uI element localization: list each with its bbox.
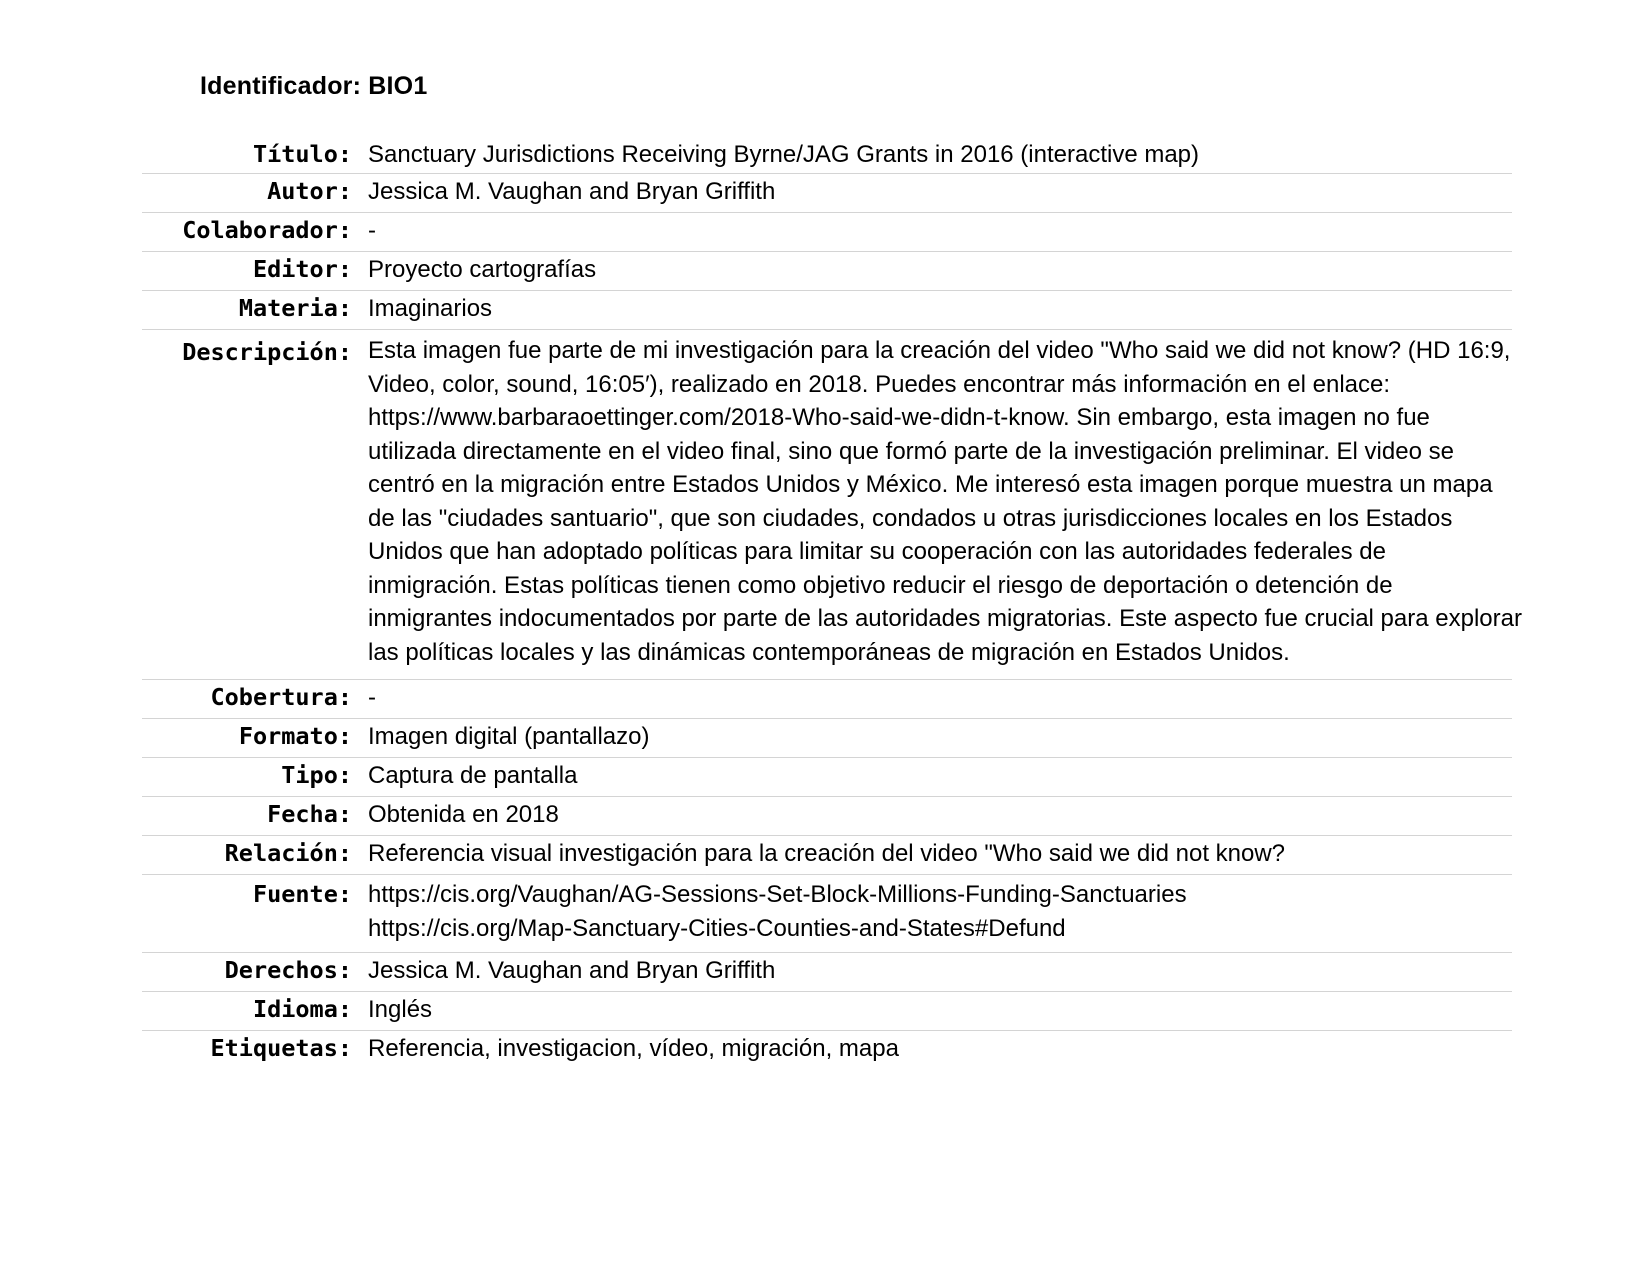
field-label-editor: Editor: (252, 255, 352, 283)
row-titulo (142, 138, 1512, 174)
field-label-cobertura: Cobertura: (210, 683, 352, 711)
row-etiquetas (142, 1031, 1512, 1070)
record-identifier: Identificador: BIO1 (200, 72, 428, 100)
field-label-relacion: Relación: (224, 839, 352, 867)
row-idioma (142, 992, 1512, 1031)
field-label-idioma: Idioma: (252, 995, 352, 1023)
source-link-1: https://cis.org/Vaughan/AG-Sessions-Set-Block-Millions-Funding-Sanctuaries (368, 881, 1187, 908)
field-value-descripcion: Esta imagen fue parte de mi investigación para la creación del video "Who said we did not know? (HD 16:9, Video, color, sound, 16:05′), realizado en 2018. Puedes encontrar más información en el enlace: https://www.barbaraoettinger.com/2018-Who-said-we-didn-t-know. Sin embargo, esta imagen no fue utilizada directamente en el video final, sino que formó parte de la investigación preliminar. El video se centró en la migración entre Estados Unidos y México. Me interesó esta imagen porque muestra un mapa de las "ciudades santuario", que son ciudades, condados u otras jurisdicciones locales en los Estados Unidos que han adoptado políticas para limitar su cooperación con las autoridades federales de inmigración. Estas políticas tienen como objetivo reducir el riesgo de deportación o detención de inmigrantes indocumentados por parte de las autoridades migratorias. Este aspecto fue crucial para explorar las políticas locales y las dinámicas contemporáneas de migración en Estados Unidos. (368, 337, 1522, 666)
row-editor (142, 252, 1512, 291)
field-label-formato: Formato: (238, 722, 352, 750)
field-value-titulo: Sanctuary Jurisdictions Receiving Byrne/JAG Grants in 2016 (interactive map) (368, 141, 1200, 168)
field-label-materia: Materia: (238, 294, 352, 322)
field-value-fecha: Obtenida en 2018 (368, 801, 559, 828)
row-autor (142, 174, 1512, 213)
field-label-etiquetas: Etiquetas: (210, 1034, 352, 1062)
field-label-fecha: Fecha: (267, 800, 352, 828)
source-link-2: https://cis.org/Map-Sanctuary-Cities-Counties-and-States#Defund (368, 914, 1066, 942)
field-label-titulo: Título: (252, 140, 352, 168)
field-value-editor: Proyecto cartografías (368, 256, 597, 283)
field-value-relacion: Referencia visual investigación para la creación del video "Who said we did not know? (368, 840, 1286, 867)
field-value-idioma: Inglés (368, 996, 433, 1023)
field-label-descripcion: Descripción: (182, 338, 352, 366)
row-derechos (142, 953, 1512, 992)
row-descripcion (142, 330, 1522, 680)
field-value-formato: Imagen digital (pantallazo) (368, 723, 650, 750)
row-fuente (142, 875, 1512, 953)
row-materia (142, 291, 1512, 330)
field-value-fuente (352, 878, 1512, 945)
field-value-materia: Imaginarios (368, 295, 493, 322)
row-cobertura (142, 680, 1512, 719)
row-colaborador (142, 213, 1512, 252)
field-label-tipo: Tipo: (281, 761, 352, 789)
field-label-colaborador: Colaborador: (182, 216, 352, 244)
row-tipo (142, 758, 1512, 797)
field-value-autor: Jessica M. Vaughan and Bryan Griffith (368, 178, 776, 205)
field-value-tipo: Captura de pantalla (368, 762, 578, 789)
row-fecha (142, 797, 1512, 836)
field-value-etiquetas: Referencia, investigacion, vídeo, migración, mapa (368, 1035, 899, 1062)
field-value-derechos: Jessica M. Vaughan and Bryan Griffith (368, 957, 776, 984)
field-value-colaborador: - (368, 217, 376, 244)
field-label-autor: Autor: (267, 177, 352, 205)
metadata-table (142, 138, 1522, 1070)
row-relacion (142, 836, 1512, 875)
row-formato (142, 719, 1512, 758)
field-value-cobertura: - (368, 684, 376, 711)
field-label-fuente: Fuente: (252, 880, 352, 908)
field-label-derechos: Derechos: (224, 956, 352, 984)
